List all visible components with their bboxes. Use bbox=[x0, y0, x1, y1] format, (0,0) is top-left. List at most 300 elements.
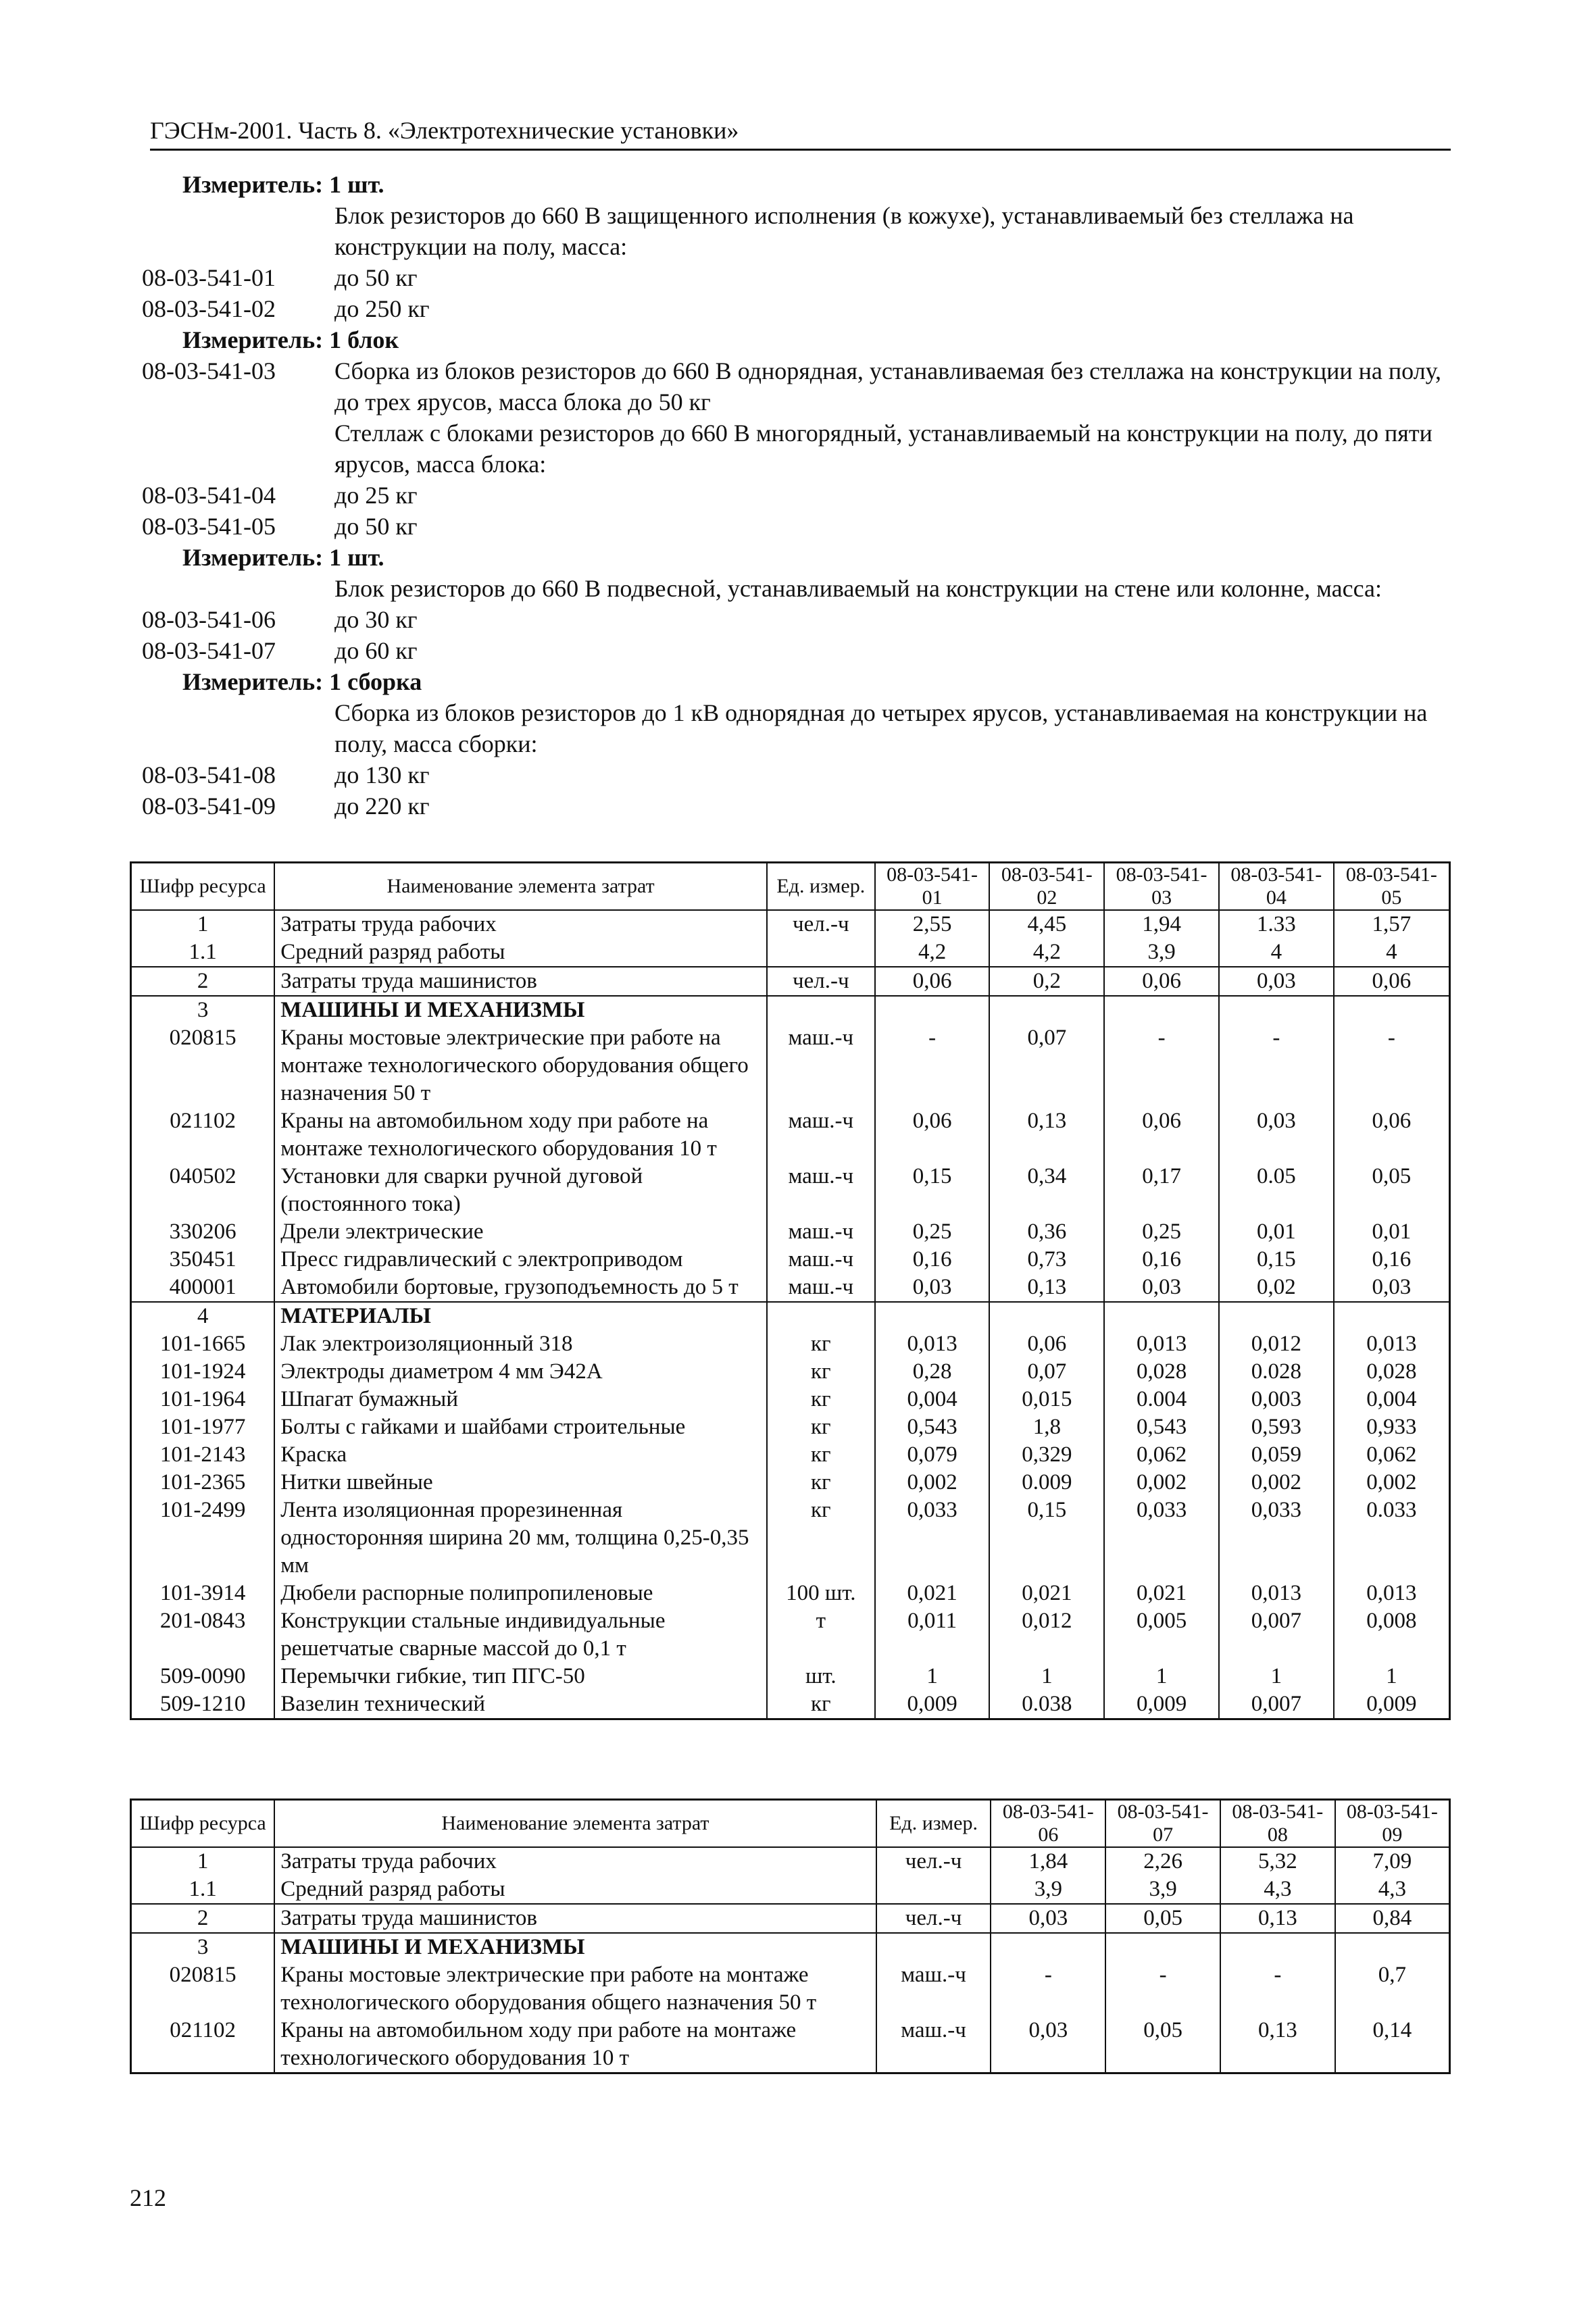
unit-cell: маш.-ч bbox=[767, 1218, 875, 1246]
value-cell: 0,021 bbox=[1104, 1580, 1219, 1607]
resource-code-cell: 330206 bbox=[131, 1218, 275, 1246]
value-cell: 0,009 bbox=[1334, 1690, 1450, 1719]
cost-element-name-cell: Дюбели распорные полипропиленовые bbox=[274, 1580, 767, 1607]
resource-code-cell: 021102 bbox=[131, 2017, 275, 2073]
intro-line bbox=[142, 169, 1466, 200]
intro-line bbox=[142, 480, 1466, 511]
value-cell bbox=[989, 996, 1104, 1024]
value-cell: 3,9 bbox=[991, 1876, 1105, 1904]
norm-description: до 30 кг bbox=[334, 606, 418, 633]
norm-description: до 60 кг bbox=[334, 637, 418, 664]
norm-description: до 130 кг bbox=[334, 761, 430, 788]
resource-code-cell: 509-0090 bbox=[131, 1663, 275, 1690]
table-row bbox=[131, 1876, 1450, 1904]
intro-line bbox=[142, 666, 1466, 697]
value-cell: 1 bbox=[1104, 1663, 1219, 1690]
cost-element-name-cell: Краны на автомобильном ходу при работе на монтаже технологического оборудования 10 т bbox=[274, 2017, 876, 2073]
value-cell: 0,005 bbox=[1104, 1607, 1219, 1663]
resource-code-cell: 101-1665 bbox=[131, 1330, 275, 1358]
table-header-cell: 08-03-541-04 bbox=[1219, 863, 1334, 911]
value-cell: 0,7 bbox=[1335, 1961, 1450, 2017]
cost-element-name-cell: Шпагат бумажный bbox=[274, 1386, 767, 1413]
table-row bbox=[131, 1933, 1450, 1961]
table-row bbox=[131, 1330, 1450, 1358]
page-number: 212 bbox=[130, 2184, 166, 2211]
value-cell: 0,15 bbox=[875, 1163, 990, 1218]
value-cell: 0.038 bbox=[989, 1690, 1104, 1719]
value-cell: 0,059 bbox=[1219, 1441, 1334, 1469]
value-cell bbox=[1219, 996, 1334, 1024]
value-cell: 0,25 bbox=[1104, 1218, 1219, 1246]
measure-unit-label: Измеритель: 1 шт. bbox=[182, 171, 384, 198]
norm-description: до 220 кг bbox=[334, 793, 430, 820]
value-cell: 0,06 bbox=[875, 967, 990, 996]
value-cell: 0,002 bbox=[1104, 1469, 1219, 1496]
value-cell: 0,008 bbox=[1334, 1607, 1450, 1663]
value-cell: 0.009 bbox=[989, 1469, 1104, 1496]
resource-code-cell: 509-1210 bbox=[131, 1690, 275, 1719]
value-cell: 0,004 bbox=[875, 1386, 990, 1413]
table-header-row bbox=[131, 863, 1450, 911]
value-cell: 0,03 bbox=[875, 1274, 990, 1302]
unit-cell: чел.-ч bbox=[767, 910, 875, 938]
value-cell: 0,015 bbox=[989, 1386, 1104, 1413]
cost-element-name-cell: Болты с гайками и шайбами строительные bbox=[274, 1413, 767, 1441]
resource-table-1 bbox=[130, 861, 1451, 1720]
cost-element-name-cell: Средний разряд работы bbox=[274, 1876, 876, 1904]
value-cell: 0,003 bbox=[1219, 1386, 1334, 1413]
value-cell bbox=[1219, 1302, 1334, 1330]
value-cell: 0,004 bbox=[1334, 1386, 1450, 1413]
value-cell: 0,16 bbox=[875, 1246, 990, 1274]
norm-description: до 50 кг bbox=[334, 264, 418, 291]
unit-cell: кг bbox=[767, 1330, 875, 1358]
value-cell: 0,2 bbox=[989, 967, 1104, 996]
table-row bbox=[131, 1961, 1450, 2017]
intro-description: Блок резисторов до 660 В подвесной, устанавливаемый на конструкции на стене или колонне, масса: bbox=[334, 575, 1382, 602]
value-cell: 0,07 bbox=[989, 1358, 1104, 1386]
unit-cell: кг bbox=[767, 1690, 875, 1719]
unit-cell: чел.-ч bbox=[767, 967, 875, 996]
value-cell: 7,09 bbox=[1335, 1847, 1450, 1876]
norm-code: 08-03-541-07 bbox=[142, 637, 276, 664]
table-header-cell: 08-03-541-08 bbox=[1220, 1800, 1335, 1848]
value-cell: 1 bbox=[875, 1663, 990, 1690]
cost-element-name-cell: Установки для сварки ручной дуговой (постоянного тока) bbox=[274, 1163, 767, 1218]
table-row bbox=[131, 1580, 1450, 1607]
value-cell: 0,013 bbox=[1219, 1580, 1334, 1607]
intro-line bbox=[142, 604, 1466, 635]
intro-line bbox=[142, 790, 1466, 822]
value-cell: 1,8 bbox=[989, 1413, 1104, 1441]
value-cell: 4,3 bbox=[1220, 1876, 1335, 1904]
measure-unit-label: Измеритель: 1 сборка bbox=[182, 668, 422, 695]
table-header-cell: Ед. измер. bbox=[767, 863, 875, 911]
cost-element-name-cell: Средний разряд работы bbox=[274, 938, 767, 967]
resource-code-cell: 400001 bbox=[131, 1274, 275, 1302]
resource-code-cell: 1.1 bbox=[131, 938, 275, 967]
intro-line bbox=[142, 200, 1466, 262]
value-cell: 0,34 bbox=[989, 1163, 1104, 1218]
resource-code-cell: 1 bbox=[131, 1847, 275, 1876]
value-cell: 0,002 bbox=[875, 1469, 990, 1496]
table-row bbox=[131, 1904, 1450, 1933]
resource-code-cell: 040502 bbox=[131, 1163, 275, 1218]
unit-cell: маш.-ч bbox=[876, 2017, 991, 2073]
resource-code-cell: 101-2499 bbox=[131, 1496, 275, 1580]
norm-code: 08-03-541-09 bbox=[142, 793, 276, 820]
intro-line bbox=[142, 635, 1466, 666]
unit-cell: кг bbox=[767, 1358, 875, 1386]
value-cell: 0,36 bbox=[989, 1218, 1104, 1246]
resource-code-cell: 350451 bbox=[131, 1246, 275, 1274]
value-cell: 0,15 bbox=[989, 1496, 1104, 1580]
intro-description: Стеллаж с блоками резисторов до 660 В многорядный, устанавливаемый на конструкции на полу, до пяти ярусов, масса блока: bbox=[334, 420, 1432, 478]
resource-code-cell: 2 bbox=[131, 1904, 275, 1933]
table-row bbox=[131, 1441, 1450, 1469]
value-cell: 0,28 bbox=[875, 1358, 990, 1386]
value-cell: 0,028 bbox=[1104, 1358, 1219, 1386]
intro-line bbox=[142, 324, 1466, 355]
cost-element-name-cell: Краны мостовые электрические при работе на монтаже технологического оборудования общего назначения 50 т bbox=[274, 1024, 767, 1107]
intro-line bbox=[142, 542, 1466, 573]
value-cell: 4,45 bbox=[989, 910, 1104, 938]
cost-element-name-cell: Автомобили бортовые, грузоподъемность до 5 т bbox=[274, 1274, 767, 1302]
value-cell: 0,009 bbox=[1104, 1690, 1219, 1719]
value-cell: 0,03 bbox=[991, 2017, 1105, 2073]
cost-element-name-cell: Дрели электрические bbox=[274, 1218, 767, 1246]
value-cell: 0,062 bbox=[1104, 1441, 1219, 1469]
resource-table-2 bbox=[130, 1799, 1451, 2074]
unit-cell: маш.-ч bbox=[767, 1246, 875, 1274]
table-row bbox=[131, 1690, 1450, 1719]
value-cell: 0,01 bbox=[1334, 1218, 1450, 1246]
value-cell: 0,007 bbox=[1219, 1690, 1334, 1719]
unit-cell: чел.-ч bbox=[876, 1904, 991, 1933]
table-header-cell: 08-03-541-07 bbox=[1105, 1800, 1220, 1848]
value-cell: 1.33 bbox=[1219, 910, 1334, 938]
table-row bbox=[131, 1274, 1450, 1302]
value-cell: 1 bbox=[1219, 1663, 1334, 1690]
measure-unit-label: Измеритель: 1 шт. bbox=[182, 544, 384, 571]
intro-line bbox=[142, 262, 1466, 293]
table-header-cell: 08-03-541-01 bbox=[875, 863, 990, 911]
unit-cell: маш.-ч bbox=[767, 1024, 875, 1107]
value-cell: 0,013 bbox=[1334, 1580, 1450, 1607]
cost-element-name-cell: Электроды диаметром 4 мм Э42А bbox=[274, 1358, 767, 1386]
unit-cell: т bbox=[767, 1607, 875, 1663]
table-header-cell: Шифр ресурса bbox=[131, 1800, 275, 1848]
resource-code-cell: 101-1964 bbox=[131, 1386, 275, 1413]
resource-code-cell: 3 bbox=[131, 996, 275, 1024]
value-cell: 0,03 bbox=[1104, 1274, 1219, 1302]
norm-code: 08-03-541-02 bbox=[142, 295, 276, 322]
value-cell: 0,17 bbox=[1104, 1163, 1219, 1218]
resource-code-cell: 201-0843 bbox=[131, 1607, 275, 1663]
unit-cell: маш.-ч bbox=[876, 1961, 991, 2017]
cost-element-name-cell: Вазелин технический bbox=[274, 1690, 767, 1719]
value-cell: 0,012 bbox=[1219, 1330, 1334, 1358]
value-cell: 1,57 bbox=[1334, 910, 1450, 938]
unit-cell: кг bbox=[767, 1386, 875, 1413]
value-cell: 0,021 bbox=[989, 1580, 1104, 1607]
value-cell: 3,9 bbox=[1104, 938, 1219, 967]
norm-code: 08-03-541-05 bbox=[142, 513, 276, 540]
unit-cell: кг bbox=[767, 1441, 875, 1469]
value-cell: 2,26 bbox=[1105, 1847, 1220, 1876]
value-cell bbox=[1105, 1933, 1220, 1961]
value-cell: 0,329 bbox=[989, 1441, 1104, 1469]
value-cell: 0,933 bbox=[1334, 1413, 1450, 1441]
norm-description: до 25 кг bbox=[334, 482, 418, 509]
unit-cell: 100 шт. bbox=[767, 1580, 875, 1607]
value-cell: - bbox=[1334, 1024, 1450, 1107]
value-cell: 2,55 bbox=[875, 910, 990, 938]
value-cell: 0,25 bbox=[875, 1218, 990, 1246]
value-cell: 0,15 bbox=[1219, 1246, 1334, 1274]
cost-element-name-cell: Затраты труда рабочих bbox=[274, 1847, 876, 1876]
value-cell: 0,06 bbox=[989, 1330, 1104, 1358]
table-row bbox=[131, 938, 1450, 967]
unit-cell: кг bbox=[767, 1469, 875, 1496]
resource-code-cell: 101-3914 bbox=[131, 1580, 275, 1607]
intro-line bbox=[142, 759, 1466, 790]
table-header-cell: 08-03-541-02 bbox=[989, 863, 1104, 911]
value-cell: 0,13 bbox=[1220, 2017, 1335, 2073]
cost-element-name-cell: Затраты труда машинистов bbox=[274, 967, 767, 996]
unit-cell bbox=[767, 1302, 875, 1330]
value-cell: 0,079 bbox=[875, 1441, 990, 1469]
value-cell: 0.028 bbox=[1219, 1358, 1334, 1386]
value-cell: 0,05 bbox=[1105, 2017, 1220, 2073]
value-cell: 0,84 bbox=[1335, 1904, 1450, 1933]
cost-element-name-cell: МАШИНЫ И МЕХАНИЗМЫ bbox=[274, 1933, 876, 1961]
value-cell: 0,03 bbox=[1219, 1107, 1334, 1163]
cost-element-name-cell: МАТЕРИАЛЫ bbox=[274, 1302, 767, 1330]
cost-element-name-cell: Затраты труда машинистов bbox=[274, 1904, 876, 1933]
unit-cell bbox=[767, 938, 875, 967]
table-row bbox=[131, 1163, 1450, 1218]
value-cell: 3,9 bbox=[1105, 1876, 1220, 1904]
table-row bbox=[131, 2017, 1450, 2073]
value-cell: 0,05 bbox=[1334, 1163, 1450, 1218]
value-cell: 0,14 bbox=[1335, 2017, 1450, 2073]
value-cell: 4 bbox=[1334, 938, 1450, 967]
table-row bbox=[131, 1469, 1450, 1496]
value-cell: 0,021 bbox=[875, 1580, 990, 1607]
value-cell bbox=[1335, 1933, 1450, 1961]
value-cell bbox=[875, 1302, 990, 1330]
unit-cell: шт. bbox=[767, 1663, 875, 1690]
value-cell bbox=[1220, 1933, 1335, 1961]
value-cell: 1,94 bbox=[1104, 910, 1219, 938]
resource-code-cell: 1 bbox=[131, 910, 275, 938]
table-row bbox=[131, 1246, 1450, 1274]
value-cell: 0,03 bbox=[1334, 1274, 1450, 1302]
table-row bbox=[131, 1847, 1450, 1876]
table-header-cell: 08-03-541-09 bbox=[1335, 1800, 1450, 1848]
table-header-cell: Наименование элемента затрат bbox=[274, 863, 767, 911]
intro-line bbox=[142, 573, 1466, 604]
running-header: ГЭСНм-2001. Часть 8. «Электротехнические установки» bbox=[150, 116, 1451, 151]
resource-code-cell: 4 bbox=[131, 1302, 275, 1330]
unit-cell: кг bbox=[767, 1413, 875, 1441]
unit-cell: маш.-ч bbox=[767, 1107, 875, 1163]
value-cell: 0,07 bbox=[989, 1024, 1104, 1107]
unit-cell: маш.-ч bbox=[767, 1274, 875, 1302]
value-cell: 0,012 bbox=[989, 1607, 1104, 1663]
norm-code: 08-03-541-08 bbox=[142, 761, 276, 788]
intro-line bbox=[142, 293, 1466, 324]
resource-code-cell: 3 bbox=[131, 1933, 275, 1961]
intro-section bbox=[142, 169, 1466, 822]
unit-cell bbox=[767, 996, 875, 1024]
cost-element-name-cell: Лак электроизоляционный 318 bbox=[274, 1330, 767, 1358]
value-cell: - bbox=[875, 1024, 990, 1107]
value-cell: 0,033 bbox=[875, 1496, 990, 1580]
value-cell bbox=[875, 996, 990, 1024]
value-cell: 0,011 bbox=[875, 1607, 990, 1663]
value-cell: 0,033 bbox=[1104, 1496, 1219, 1580]
value-cell: 0.004 bbox=[1104, 1386, 1219, 1413]
cost-element-name-cell: Пресс гидравлический с электроприводом bbox=[274, 1246, 767, 1274]
value-cell: - bbox=[1220, 1961, 1335, 2017]
value-cell: - bbox=[1104, 1024, 1219, 1107]
value-cell: 0,033 bbox=[1219, 1496, 1334, 1580]
value-cell: 0,543 bbox=[875, 1413, 990, 1441]
value-cell: 0,06 bbox=[1104, 967, 1219, 996]
value-cell: 1,84 bbox=[991, 1847, 1105, 1876]
table-row bbox=[131, 996, 1450, 1024]
value-cell: 1 bbox=[989, 1663, 1104, 1690]
norm-description: до 250 кг bbox=[334, 295, 430, 322]
cost-element-name-cell: Краска bbox=[274, 1441, 767, 1469]
value-cell: 0,13 bbox=[989, 1274, 1104, 1302]
table-header-cell: Шифр ресурса bbox=[131, 863, 275, 911]
value-cell: 0,16 bbox=[1334, 1246, 1450, 1274]
table-header-cell: 08-03-541-03 bbox=[1104, 863, 1219, 911]
resource-code-cell: 101-1977 bbox=[131, 1413, 275, 1441]
table-row bbox=[131, 910, 1450, 938]
unit-cell: чел.-ч bbox=[876, 1847, 991, 1876]
value-cell: 0,013 bbox=[1104, 1330, 1219, 1358]
value-cell bbox=[1334, 996, 1450, 1024]
norm-description: Сборка из блоков резисторов до 660 В однорядная, устанавливаемая без стеллажа на конструкции на полу, до трех ярусов, масса блока до 50 кг bbox=[334, 357, 1442, 416]
cost-element-name-cell: Нитки швейные bbox=[274, 1469, 767, 1496]
value-cell: 0,013 bbox=[1334, 1330, 1450, 1358]
value-cell: 0,543 bbox=[1104, 1413, 1219, 1441]
value-cell: 0,593 bbox=[1219, 1413, 1334, 1441]
value-cell: 4 bbox=[1219, 938, 1334, 967]
value-cell: 0.05 bbox=[1219, 1163, 1334, 1218]
norm-code: 08-03-541-06 bbox=[142, 606, 276, 633]
value-cell: 4,3 bbox=[1335, 1876, 1450, 1904]
table-header-cell: 08-03-541-06 bbox=[991, 1800, 1105, 1848]
value-cell: 0,06 bbox=[1334, 1107, 1450, 1163]
value-cell: 0,009 bbox=[875, 1690, 990, 1719]
value-cell: 5,32 bbox=[1220, 1847, 1335, 1876]
cost-element-name-cell: Перемычки гибкие, тип ПГС-50 bbox=[274, 1663, 767, 1690]
value-cell: 0,06 bbox=[1104, 1107, 1219, 1163]
value-cell bbox=[1334, 1302, 1450, 1330]
norm-code: 08-03-541-03 bbox=[142, 357, 276, 384]
table-row bbox=[131, 1358, 1450, 1386]
intro-line bbox=[142, 418, 1466, 480]
table-row bbox=[131, 1386, 1450, 1413]
table-row bbox=[131, 1302, 1450, 1330]
resource-code-cell: 1.1 bbox=[131, 1876, 275, 1904]
resource-code-cell: 101-2143 bbox=[131, 1441, 275, 1469]
intro-line bbox=[142, 511, 1466, 542]
cost-element-name-cell: Затраты труда рабочих bbox=[274, 910, 767, 938]
unit-cell bbox=[876, 1933, 991, 1961]
value-cell: 0,13 bbox=[989, 1107, 1104, 1163]
intro-line bbox=[142, 355, 1466, 418]
cost-element-name-cell: МАШИНЫ И МЕХАНИЗМЫ bbox=[274, 996, 767, 1024]
table-row bbox=[131, 1218, 1450, 1246]
cost-element-name-cell: Конструкции стальные индивидуальные решетчатые сварные массой до 0,1 т bbox=[274, 1607, 767, 1663]
resource-code-cell: 020815 bbox=[131, 1024, 275, 1107]
intro-description: Сборка из блоков резисторов до 1 кВ однорядная до четырех ярусов, устанавливаемая на конструкции на полу, масса сборки: bbox=[334, 699, 1428, 757]
value-cell: 0,028 bbox=[1334, 1358, 1450, 1386]
value-cell: - bbox=[991, 1961, 1105, 2017]
table-row bbox=[131, 1663, 1450, 1690]
value-cell: - bbox=[1105, 1961, 1220, 2017]
unit-cell bbox=[876, 1876, 991, 1904]
table-row bbox=[131, 1607, 1450, 1663]
table-header-cell: Наименование элемента затрат bbox=[274, 1800, 876, 1848]
unit-cell: маш.-ч bbox=[767, 1163, 875, 1218]
table-row bbox=[131, 967, 1450, 996]
value-cell: 0,13 bbox=[1220, 1904, 1335, 1933]
value-cell: 0,73 bbox=[989, 1246, 1104, 1274]
value-cell bbox=[991, 1933, 1105, 1961]
table-row bbox=[131, 1496, 1450, 1580]
resource-code-cell: 020815 bbox=[131, 1961, 275, 2017]
value-cell: 0,02 bbox=[1219, 1274, 1334, 1302]
table-header-cell: Ед. измер. bbox=[876, 1800, 991, 1848]
unit-cell: кг bbox=[767, 1496, 875, 1580]
table-row bbox=[131, 1413, 1450, 1441]
value-cell: 0,002 bbox=[1334, 1469, 1450, 1496]
value-cell: 0,013 bbox=[875, 1330, 990, 1358]
table-row bbox=[131, 1024, 1450, 1107]
value-cell: 0,06 bbox=[875, 1107, 990, 1163]
value-cell: 0,002 bbox=[1219, 1469, 1334, 1496]
value-cell: 0,16 bbox=[1104, 1246, 1219, 1274]
value-cell: 0.033 bbox=[1334, 1496, 1450, 1580]
value-cell: 0,062 bbox=[1334, 1441, 1450, 1469]
cost-element-name-cell: Краны на автомобильном ходу при работе на монтаже технологического оборудования 10 т bbox=[274, 1107, 767, 1163]
value-cell: 0,05 bbox=[1105, 1904, 1220, 1933]
resource-code-cell: 2 bbox=[131, 967, 275, 996]
norm-code: 08-03-541-04 bbox=[142, 482, 276, 509]
intro-description: Блок резисторов до 660 В защищенного исполнения (в кожухе), устанавливаемый без стеллажа на конструкции на полу, масса: bbox=[334, 202, 1354, 260]
value-cell bbox=[1104, 996, 1219, 1024]
measure-unit-label: Измеритель: 1 блок bbox=[182, 326, 399, 353]
value-cell: 0,03 bbox=[991, 1904, 1105, 1933]
value-cell: 4,2 bbox=[875, 938, 990, 967]
value-cell: 0,06 bbox=[1334, 967, 1450, 996]
table-header-cell: 08-03-541-05 bbox=[1334, 863, 1450, 911]
value-cell: 0,01 bbox=[1219, 1218, 1334, 1246]
value-cell: 4,2 bbox=[989, 938, 1104, 967]
value-cell bbox=[989, 1302, 1104, 1330]
resource-code-cell: 101-1924 bbox=[131, 1358, 275, 1386]
value-cell bbox=[1104, 1302, 1219, 1330]
value-cell: 0,007 bbox=[1219, 1607, 1334, 1663]
intro-line bbox=[142, 697, 1466, 759]
